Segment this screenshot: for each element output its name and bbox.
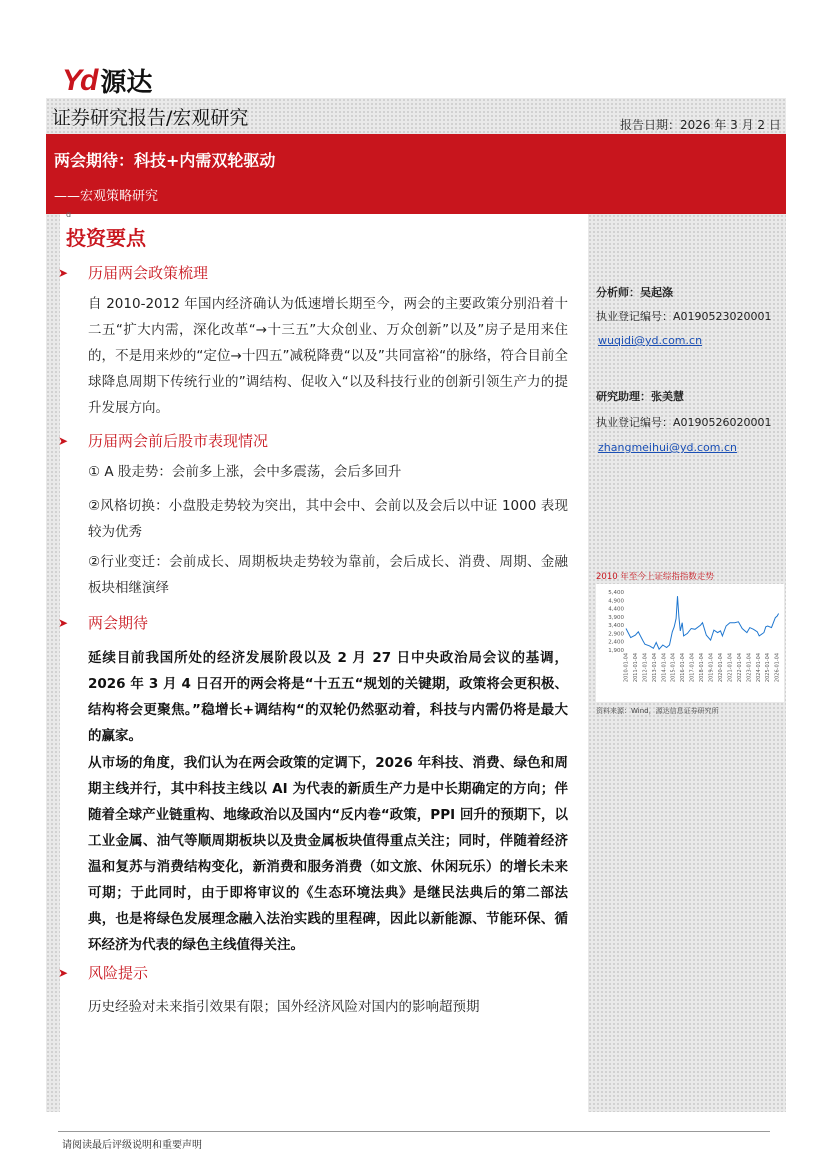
- assistant-email-link[interactable]: zhangmeihui@yd.com.cn: [598, 441, 737, 454]
- logo-name: 源达: [100, 68, 153, 98]
- point-heading-text: 历届两会前后股市表现情况: [88, 432, 269, 450]
- company-logo: [62, 62, 152, 99]
- chart-source: 资料来源：Wind，源达信息证券研究所: [596, 707, 719, 715]
- paragraph: ②风格切换：小盘股走势较为突出，其中会中、会前以及会后以中证 1000 表现较为优秀: [88, 498, 568, 540]
- section-heading: 投资要点: [66, 226, 146, 250]
- footer-divider: [58, 1131, 770, 1132]
- paragraph: ① A 股走势：会前多上涨，会中多震荡，会后多回升: [88, 464, 402, 480]
- arrow-bullet-icon: ➤: [58, 965, 69, 980]
- arrow-bullet-icon: ➤: [58, 265, 69, 280]
- paragraph: 历史经验对未来指引效果有限；国外经济风险对国内的影响超预期: [88, 999, 480, 1015]
- report-subtitle: ——宏观策略研究: [54, 189, 159, 204]
- analyst-email-link[interactable]: wuqidi@yd.com.cn: [598, 334, 703, 347]
- paragraph: ②行业变迁：会前成长、周期板块走势较为靠前，会后成长、消费、周期、金融板块相继演绎: [88, 554, 568, 596]
- x-tick-label: 2025-01-04: [765, 653, 772, 683]
- x-tick-label: 2026-01-04: [774, 653, 781, 683]
- paragraph: 自 2010-2012 年国内经济确认为低速增长期至今，两会的主要政策分别沿着十二五“扩大内需，深化改革“→十三五”大众创业、万众创新”以及”房子是用来住的，不是用来炒的“定位→十四五”减税降费“以及”共同富裕“的脉络，符合目前全球降息周期下传统行业的”调结构、促收入“以及科技行业的创新引领生产力的提升发展方向。: [88, 296, 568, 416]
- chart-background: [596, 584, 784, 702]
- arrow-bullet-icon: ➤: [58, 615, 69, 630]
- y-tick-label: 5,400: [608, 590, 624, 596]
- y-tick-label: 2,900: [608, 631, 624, 638]
- assistant-name: 研究助理：张美慧: [596, 390, 684, 403]
- x-tick-label: 2018-01-04: [699, 653, 706, 683]
- y-tick-label: 2,400: [608, 639, 624, 646]
- x-tick-label: 2017-01-04: [689, 653, 696, 683]
- point-heading-text: 风险提示: [88, 964, 149, 982]
- logo-mark: Yd: [62, 63, 97, 97]
- y-tick-label: 3,400: [608, 623, 624, 630]
- point-heading-text: 两会期待: [88, 614, 149, 632]
- footer-notice: 请阅读最后评级说明和重要声明: [62, 1140, 202, 1151]
- y-tick-label: 4,900: [608, 598, 624, 605]
- point-heading: [58, 262, 208, 283]
- x-tick-label: 2024-01-04: [755, 653, 762, 683]
- x-tick-label: 2011-01-04: [632, 653, 639, 683]
- x-tick-label: 2022-01-04: [736, 653, 743, 683]
- x-tick-label: 2015-01-04: [670, 653, 677, 683]
- point-heading: [58, 430, 268, 451]
- chart-title: 2010 年至今上证综指指数走势: [596, 572, 714, 582]
- analyst-name: 分析师：吴起涤: [596, 286, 673, 299]
- index-line-chart: [596, 584, 784, 702]
- point-heading: [58, 612, 148, 633]
- paragraph: 从市场的角度，我们认为在两会政策的定调下，2026 年科技、消费、绿色和周期主线并行，其中科技主线以 AI 为代表的新质生产力是中长期确定的方向；伴随着全球产业链重构、地缘政治以及国内“反内卷“政策，PPI 回升的预期下，以工业金属、油气等顺周期板块以及贵金属板块值得重点关注；同时，伴随着经济温和复苏与消费结构变化，新消费和服务消费（如文旅、休闲玩乐）的增长未来可期；于此同时，由于即将审议的《生态环境法典》是继民法典后的第二部法典，也是将绿色发展理念融入法治实践的里程碑，因此以新能源、节能环保、循环经济为代表的绿色主线值得关注。: [88, 755, 568, 953]
- point-heading: [58, 962, 148, 983]
- x-tick-label: 2013-01-04: [651, 653, 658, 683]
- x-tick-label: 2019-01-04: [708, 653, 715, 683]
- x-tick-label: 2014-01-04: [661, 653, 668, 683]
- paragraph: 延续目前我国所处的经济发展阶段以及 2 月 27 日中央政治局会议的基调，2026 年 3 月 4 日召开的两会将是“十五五“规划的关键期，政策将会更积极、结构将会更聚焦。”稳增长+调结构“的双轮仍然驱动着，科技与内需仍将是最大的赢家。: [88, 650, 568, 744]
- y-tick-label: 1,900: [608, 648, 624, 654]
- report-date: 报告日期：2026 年 3 月 2 日: [620, 118, 781, 132]
- tiny-mark: ɑ: [66, 210, 72, 219]
- y-tick-label: 3,900: [608, 614, 624, 621]
- y-tick-label: 4,400: [608, 606, 624, 613]
- report-category: 证券研究报告/宏观研究: [52, 107, 249, 129]
- report-title: 两会期待：科技+内需双轮驱动: [54, 151, 276, 170]
- x-tick-label: 2016-01-04: [680, 653, 687, 683]
- arrow-bullet-icon: ➤: [58, 433, 69, 448]
- x-tick-label: 2020-01-04: [717, 653, 724, 683]
- assistant-registration: 执业登记编号：A0190526020001: [596, 416, 772, 429]
- x-tick-label: 2010-01-04: [623, 653, 630, 683]
- analyst-registration: 执业登记编号：A0190523020001: [596, 310, 772, 323]
- point-heading-text: 历届两会政策梳理: [88, 264, 209, 282]
- x-tick-label: 2012-01-04: [642, 653, 649, 683]
- x-tick-label: 2021-01-04: [727, 653, 734, 683]
- x-tick-label: 2023-01-04: [746, 653, 753, 683]
